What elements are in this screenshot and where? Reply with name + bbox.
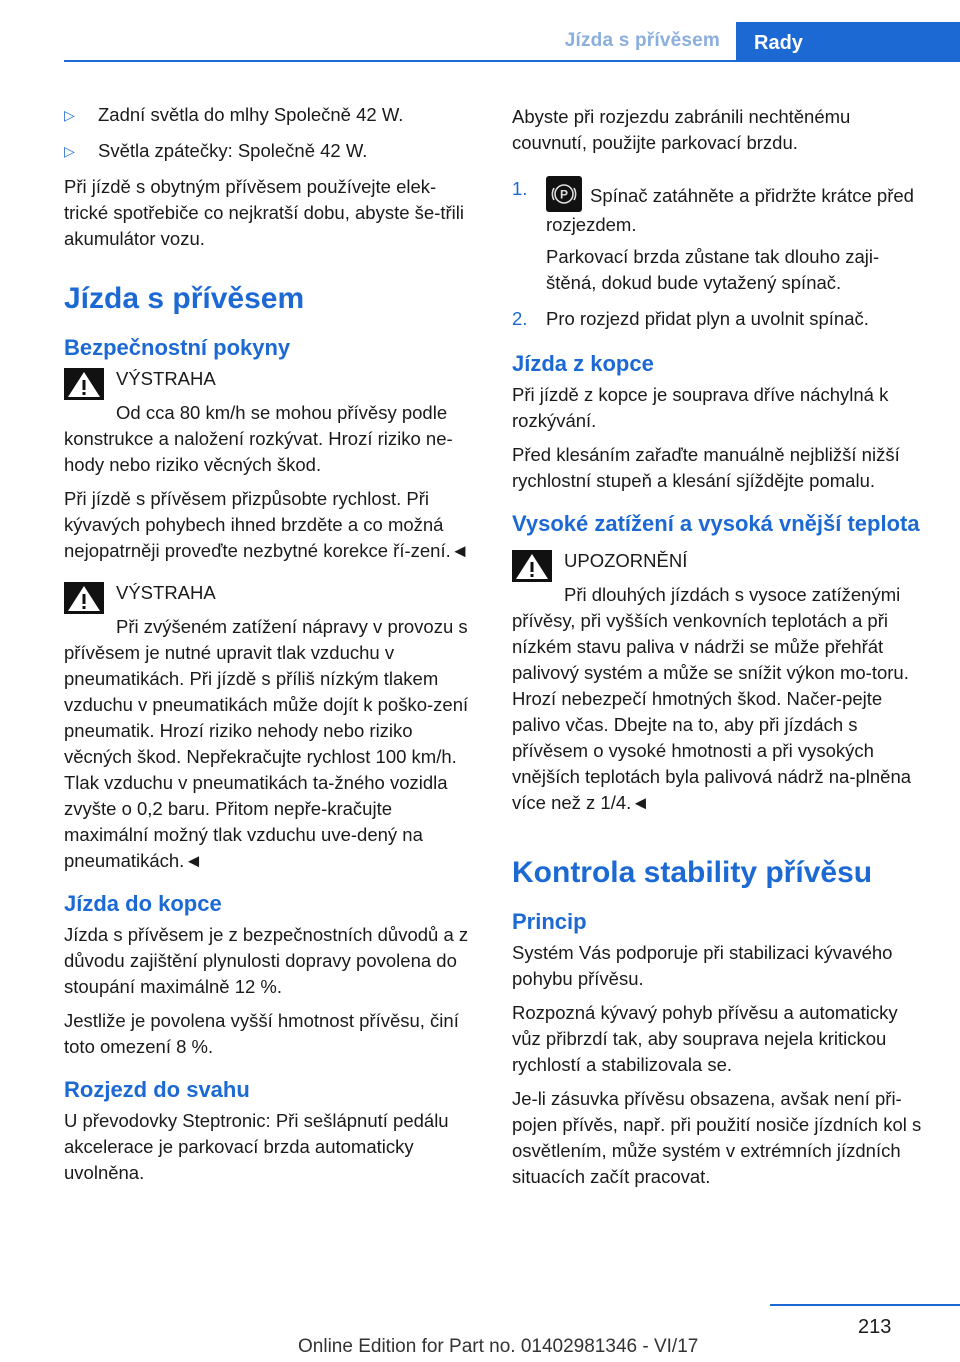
left-column xyxy=(64,102,478,1194)
bullet-text: Světla zpátečky: Společně 42 W. xyxy=(98,140,368,161)
warning-triangle-icon xyxy=(512,550,552,582)
subsection-heading: Princip xyxy=(512,909,587,934)
bullet-text: Zadní světla do mlhy Společně 42 W. xyxy=(98,104,404,125)
step-text xyxy=(546,176,926,238)
warning-triangle-icon xyxy=(64,368,104,400)
paragraph: Je-li zásuvka přívěsu obsazena, avšak není při-pojen přívěs, např. při použití nosiče jízdních kol s osvětlením, může systém v extrémních jízdních situacích začít pracovat. xyxy=(512,1088,922,1187)
right-column xyxy=(512,104,926,1198)
paragraph: Při jízdě s obytným přívěsem používejte elek-trické spotřebiče co nejkratší dobu, abyste še-třili akumulátor vozu. xyxy=(64,176,464,249)
subsection-heading: Vysoké zatížení a vysoká vnější teplota xyxy=(512,511,920,536)
step-number: 1. xyxy=(512,178,528,199)
subsection-heading: Rozjezd do svahu xyxy=(64,1077,250,1102)
paragraph: Rozpozná kývavý pohyb přívěsu a automaticky vůz přibrzdí tak, aby souprava nejela kritickou rychlostí a stabilizovala se. xyxy=(512,1002,898,1075)
step-subtext: Parkovací brzda zůstane tak dlouho zaji-štěná, dokud bude vytažený spínač. xyxy=(546,246,880,293)
header-tab: Rady xyxy=(736,22,960,62)
caution-box xyxy=(512,548,926,816)
paragraph: Při jízdě z kopce je souprava dříve náchylná k rozkývání. xyxy=(512,384,889,431)
paragraph: U převodovky Steptronic: Při sešlápnutí pedálu akcelerace je parkovací brzda automaticky uvolněna. xyxy=(64,1110,449,1183)
footer-rule xyxy=(770,1304,960,1306)
subsection-heading: Jízda z kopce xyxy=(512,351,654,376)
subsection-heading: Jízda do kopce xyxy=(64,891,222,916)
warning-text: Při zvýšeném zatížení nápravy v provozu s přívěsem je nutné upravit tlak vzduchu v pneumatikách. Při jízdě s příliš nízkým tlakem vzduchu v pneumatikách může dojít k poško-zení pneumatik. Hrozí riziko nehody nebo riziko věcných škod. Nepřekračujte rychlost 100 km/h. Tlak vzduchu v pneumatikách ta-žného vozidla zvyšte o 0,2 baru. Přitom nepře-kračujte maximální možný tlak vzduchu uve-dený na pneumatikách.◄ xyxy=(64,616,469,871)
edition-note: Online Edition for Part no. 01402981346 - VI/17 xyxy=(298,1336,699,1357)
list-item xyxy=(512,176,926,296)
paragraph: Před klesáním zařaďte manuálně nejbližší nižší rychlostní stupeň a klesání sjíždějte pomalu. xyxy=(512,444,900,491)
subsection-heading: Bezpečnostní pokyny xyxy=(64,335,291,360)
paragraph: Abyste při rozjezdu zabránili nechtěnému couvnutí, použijte parkovací brzdu. xyxy=(512,106,851,153)
paragraph: Systém Vás podporuje při stabilizaci kývavého pohybu přívěsu. xyxy=(512,942,893,989)
paragraph: Jízda s přívěsem je z bezpečnostních důvodů a z důvodu zajištění plynulosti dopravy povolena do stoupání maximálně 12 %. xyxy=(64,924,469,997)
warning-triangle-icon xyxy=(64,582,104,614)
warning-box xyxy=(64,580,478,874)
warning-title: VÝSTRAHA xyxy=(116,368,216,389)
list-item xyxy=(512,306,926,332)
warning-box xyxy=(64,366,478,564)
section-heading: Jízda s přívěsem xyxy=(64,282,305,315)
warning-text: Při jízdě s přívěsem přizpůsobte rychlost. Při kývavých pohybech ihned brzděte a co možná nejopatrněji proveďte nezbytné korekce ří-zení.◄ xyxy=(64,488,470,561)
svg-text:P: P xyxy=(559,187,569,202)
step-number: 2. xyxy=(512,308,528,329)
list-item xyxy=(64,138,478,164)
paragraph: Jestliže je povolena vyšší hmotnost přívěsu, činí toto omezení 8 %. xyxy=(64,1010,459,1057)
caution-title: UPOZORNĚNÍ xyxy=(564,550,688,571)
warning-title: VÝSTRAHA xyxy=(116,582,216,603)
page-header xyxy=(0,22,960,62)
parking-brake-switch-icon xyxy=(546,176,582,212)
warning-text: Od cca 80 km/h se mohou přívěsy podle konstrukce a naložení rozkývat. Hrozí riziko ne-hody nebo riziko věcných škod. xyxy=(64,402,453,475)
step-text: Pro rozjezd přidat plyn a uvolnit spínač. xyxy=(546,308,869,329)
bullet-triangle-icon: ▷ xyxy=(64,143,75,159)
caution-text: Při dlouhých jízdách s vysoce zatíženými přívěsy, při vyšších venkovních teplotách a při nízkém stavu paliva v nádrži se může přehřát palivový systém a může se snížit výkon mo-toru. Hrozí nebezpečí hmotných škod. Načer-pejte palivo včas. Dbejte na to, aby při jízdách s přívěsem o vysoké hmotnosti a při vysokých vnějších teplotách byla palivová nádrž na-plněna více než z 1/4.◄ xyxy=(512,584,912,813)
list-item xyxy=(64,102,478,128)
section-heading: Kontrola stability přívěsu xyxy=(512,856,873,889)
header-section-title: Jízda s přívěsem xyxy=(564,30,720,51)
bullet-triangle-icon: ▷ xyxy=(64,107,75,123)
page-number: 213 xyxy=(858,1316,892,1338)
step-text-content: Spínač zatáhněte a přidržte krátce před rozjezdem. xyxy=(546,185,914,235)
